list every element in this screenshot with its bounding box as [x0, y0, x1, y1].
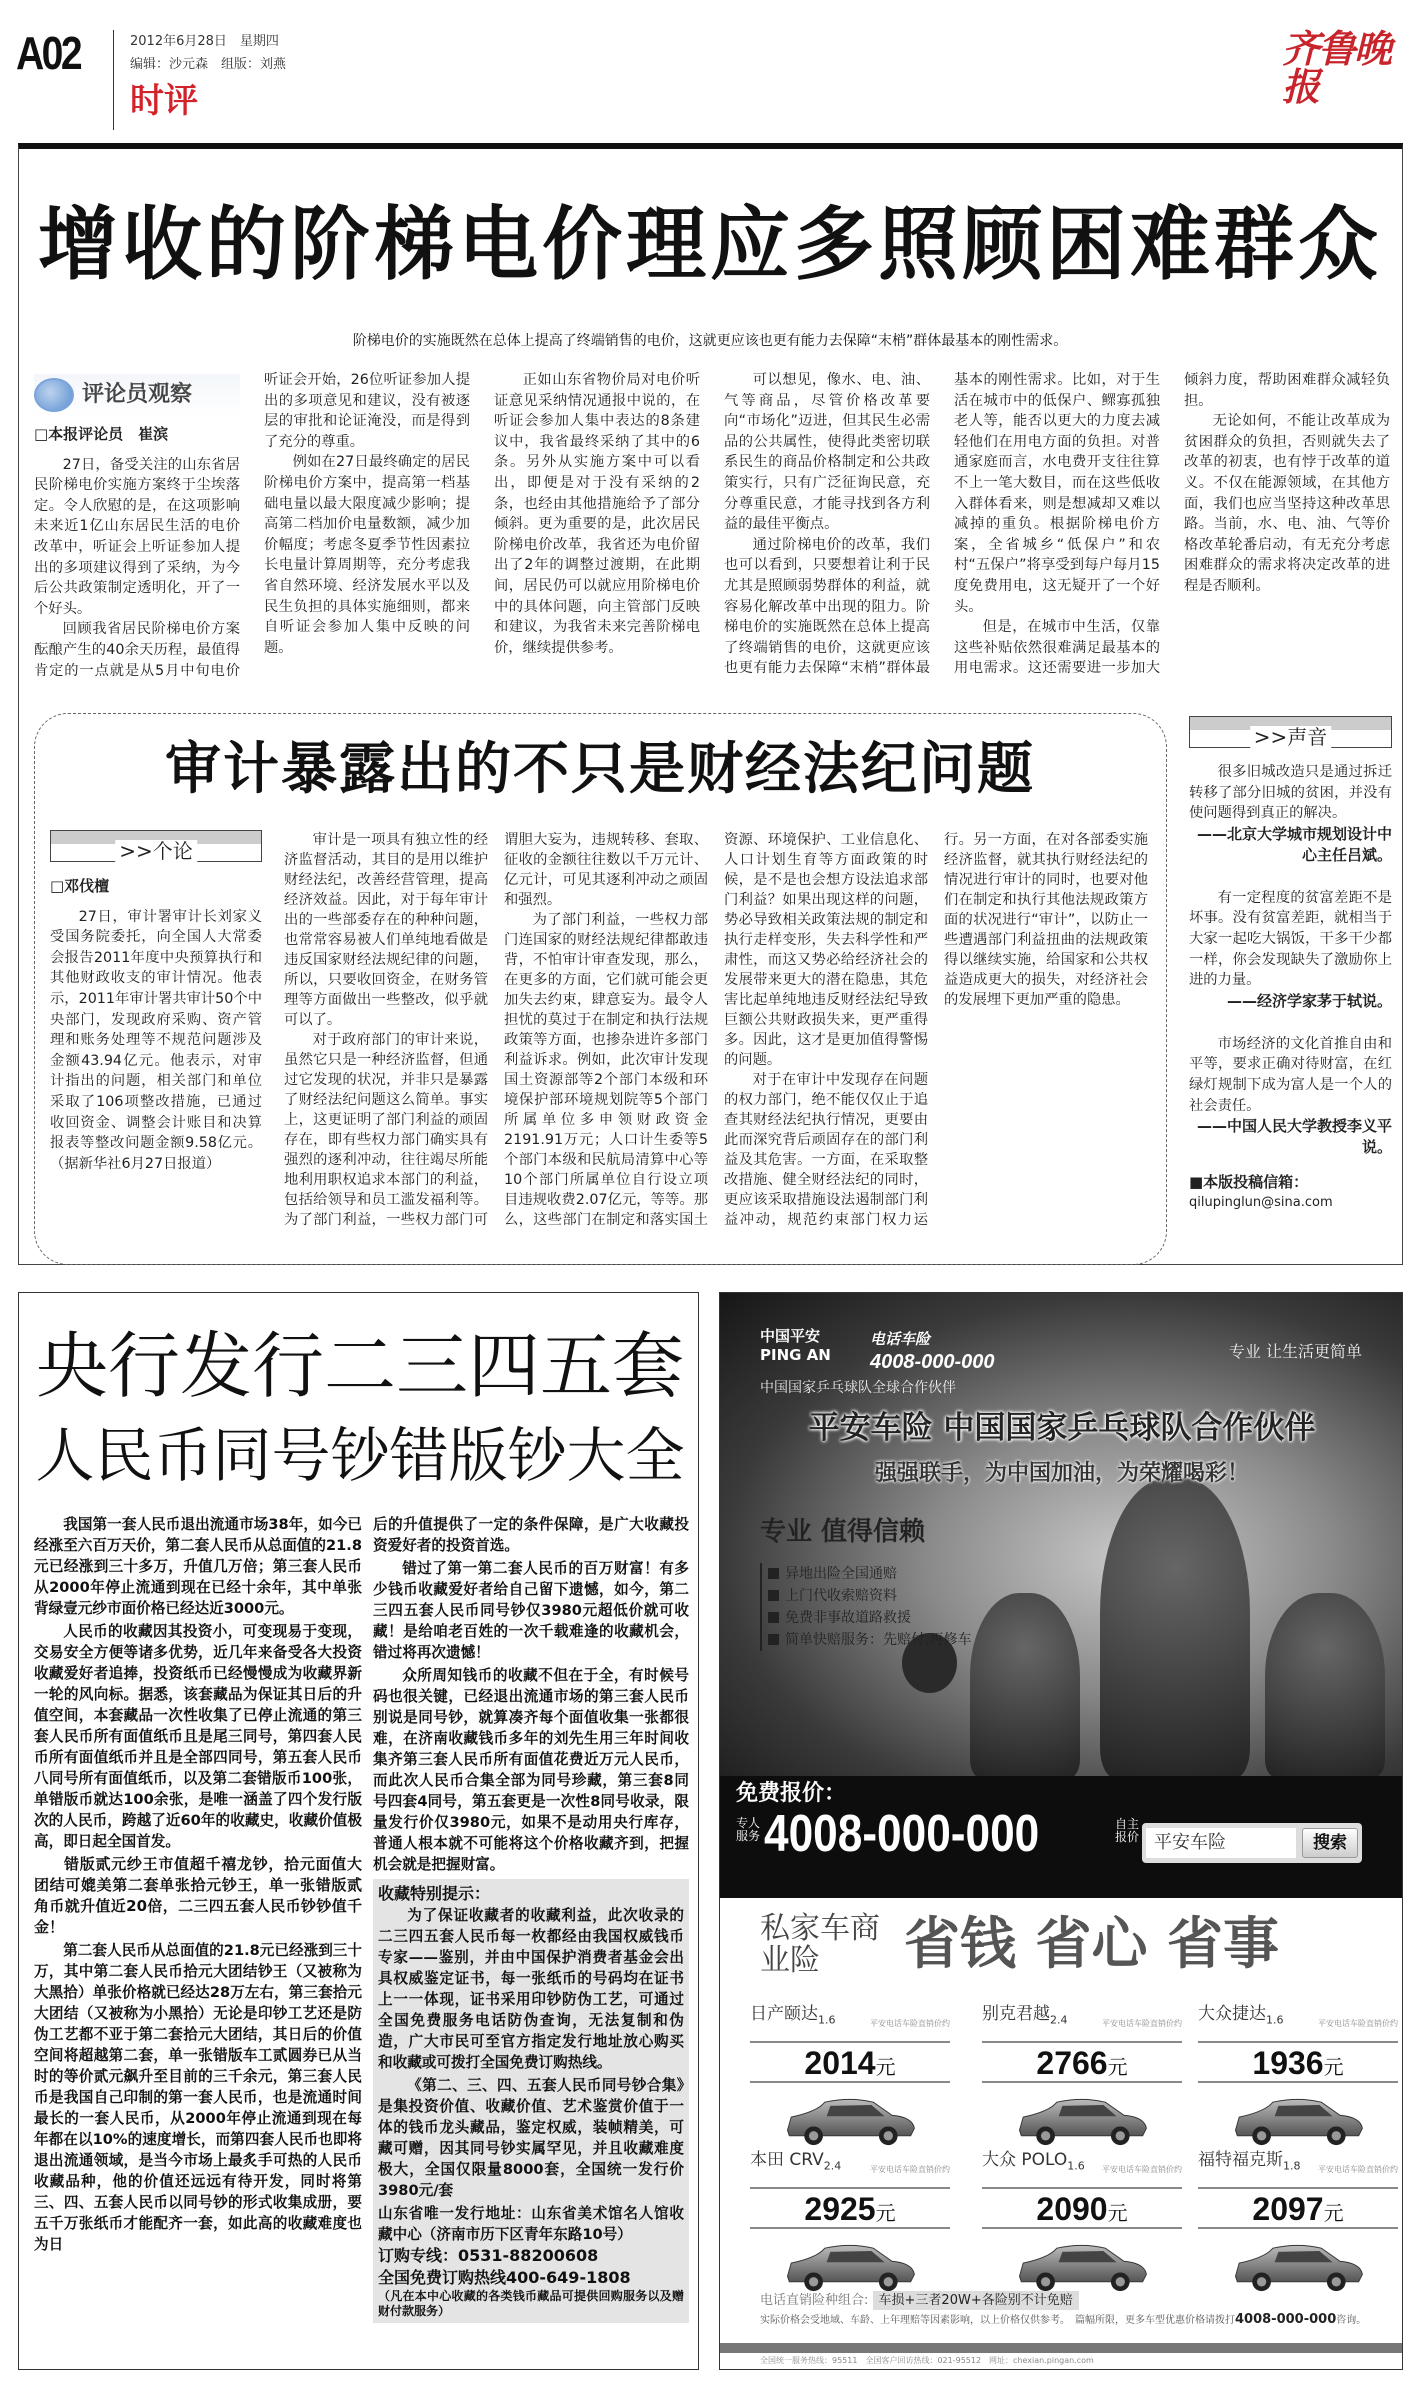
- ad-headline: 平安车险 中国国家乒乓球队合作伙伴: [808, 1410, 1316, 1446]
- paragraph: 《第二、三、四、五套人民币同号钞合集》是集投资价值、收藏价值、艺术鉴赏价值于一体的钱币龙头藏品，鉴定权威，装帧精美，可藏可赠，因其同号钞实属罕见，并且收藏难度极大，全国仅限量8000套，全国统一发行价3980元/套: [378, 2077, 684, 2199]
- headline-line: 央行发行二三四五套: [35, 1324, 684, 1408]
- opinion-tag: [50, 830, 262, 862]
- paragraph: 但是，在城市中生活，仅靠这些补贴依然很难满足最基本的用电需求。这还需要进一步加大倾斜力度，帮助困难群众减轻负担。: [954, 372, 1390, 677]
- article2-body: [284, 830, 1148, 1242]
- note: （凡在本中心收藏的各类钱币藏品可提供回购服务以及赠财付款服务）: [378, 2289, 684, 2318]
- ad-footer: 全国统一服务热线：95511 全国客户回访热线：021-95512 网址：chexian.pingan.com: [760, 2356, 1094, 2365]
- quote-text: 很多旧城改造只是通过拆迁转移了部分旧城的贫困，并没有使问题得到真正的解决。: [1189, 764, 1392, 822]
- column-logo-text: 评论员观察: [82, 382, 193, 407]
- header-divider: [113, 30, 114, 130]
- paragraph: 可以想见，像水、电、油、气等商品，尽管价格改革要向“市场化”迈进，但其民生必需品的公共属性，使得此类密切联系民生的商品价格制定和公共政策实行，只有广泛征询民意，充分尊重民意，才能寻找到各方利益的最佳平衡点。: [724, 372, 930, 533]
- paragraph: 正如山东省物价局对电价听证意见采纳情况通报中说的，在听证会参加人集中表达的8条建议中，我省最终采纳了其中的6条。另外从实施方案中可以看出，即便是对于没有采纳的2条，也经由其他措施给予了部分倾斜。更为重要的是，此次居民阶梯电价改革，我省还为电价留出了2年的调整过渡期，在此期间，居民仍可以就应用阶梯电价中的具体问题，向主管部门反映和建议，为我省未来完善阶梯电价，继续提供参考。: [494, 372, 700, 656]
- email-link[interactable]: qilupinglun@sina.com: [1189, 1194, 1333, 1210]
- insurance-combo: 电话直销险种组合: 车损+三者20W+各险别不计免赔: [760, 2289, 1079, 2308]
- partner-caption: 中国国家乒乓球队全球合作伙伴: [760, 1380, 956, 1396]
- free-quote-label: 免费报价：: [736, 1781, 847, 1806]
- voices-tag-label: >>声音: [1250, 726, 1332, 748]
- car-price-card: [750, 2145, 950, 2293]
- car-name: 日产颐达$_{1.6}$ 平安电话车险直销价约: [750, 1999, 950, 2043]
- private-car-slogan: [760, 1913, 1279, 1977]
- bullet-icon: [768, 1590, 779, 1601]
- lead-paragraph: 27日，审计署审计长刘家义受国务院委托，向全国人大常委会报告2011年度中央预算执行和其他财政收支的审计情况。他表示，2011年审计署共审计50个中央部门，发现政府采购、资产管理和账务处理等不规范问题涉及金额43.94亿元。他表示，对审计指出的问题，相关部门和单位采取了106项整改措施，已通过收回资金、调整会计账目和决算报表等整改问题金额9.58亿元。（据新华社6月27日报道）: [50, 908, 262, 1172]
- newspaper-logo: 齐鲁晚报: [1282, 26, 1391, 109]
- highlight-paragraph: 错版贰元纱王市值超千禧龙钞，拾元面值大团结可媲美第二套单张拾元钞王，单一张错版贰角币就升值近20倍，二三四五套人民币钞钞值千金！: [34, 1855, 362, 1936]
- paragraph: 为了保证收藏者的收藏利益，此次收录的二三四五套人民币每一枚都经由我国权威钱币专家——鉴别，并由中国保护消费者基金会出具权威鉴定证书，每一张纸币的号码均在证书上一一体现，证书采用印钞防伪工艺，可通过全国免费服务电话防伪查询，无法复制和伪造，广大市民可至官方指定发行地址放心购买和收藏或可拨打全国免费订购热线。: [378, 1907, 684, 2071]
- footer-band: [720, 2343, 1403, 2353]
- benefit-item: 免费非事故道路救援: [760, 1607, 971, 1629]
- player-silhouette: [970, 1593, 1080, 1778]
- ad-subhead: 强强联手，为中国加油，为荣耀喝彩！: [874, 1461, 1249, 1486]
- voices-sidebar: [1189, 716, 1392, 1261]
- bullet-icon: [768, 1568, 779, 1579]
- car-price-card: [982, 1999, 1182, 2147]
- bullet-icon: [768, 1612, 779, 1623]
- bullet-icon: [768, 1634, 779, 1645]
- car-price: 2097元: [1198, 2189, 1398, 2229]
- slogan-small: 私家车商业险: [760, 1911, 880, 1978]
- trust-heading: 专业 值得信赖: [760, 1517, 926, 1547]
- collection-tips-box: [373, 1879, 689, 2323]
- paragraph: 后的升值提供了一定的条件保障，是广大收藏投资爱好者的投资首选。: [373, 1516, 689, 1554]
- car-name: 大众 $POLO_{1.6}$ 平安电话车险直销价约: [982, 2145, 1182, 2189]
- benefit-item: 简单快赔服务：先赔付,再修车: [760, 1629, 971, 1651]
- car-price: 2090元: [982, 2189, 1182, 2229]
- article2-byline: □邓伐檀: [50, 877, 110, 895]
- headline-line: 人民币同号钞错版钞大全: [35, 1421, 685, 1490]
- paragraph: 为了部门利益，一些权力部门连国家的财经法规纪律都敢违背，不怕审计审查发现，那么，在更多的方面，它们就可能会更加失去约束，肆意妄为。最令人担忧的莫过于在制定和执行法规政策等方面，也掺杂进许多部门利益诉求。例如，此次审计发现国土资源部等2个部门本级和环境保护部环境规划院等5个部门所属单位多申领财政资金2191.91万元；人口计生委等5个部门本级和民航局清算中心等10个部门所属单位自行设立项目违规收费2.07亿元，等等。那么，这些部门在制定和落实国土资源、环境保护、工业信息化、人口计划生育等方面政策的时候，是不是也会想方设法追求部门利益？如果出现这样的问题，势必导致相关政策法规的制定和执行走样变形，失去科学性和严肃性，而这又势必给经济社会的发展带来更大的潜在隐患，其危害比起单纯地违反财经法纪导致巨额公共财政损失来，更严重得多。因此，这才是更加值得警惕的问题。: [504, 832, 928, 1228]
- paragraph: 27日，备受关注的山东省居民阶梯电价实施方案终于尘埃落定。令人欣慰的是，在这项影响未来近1亿山东居民生活的电价改革中，听证会上听证参加人提出的多项建议得到了采纳，为今后公共政策制定透明化，开了一个好头。: [34, 456, 240, 617]
- highlight-paragraph: 错过了第一第二套人民币的百万财富！有多少钱币收藏爱好者给自己留下遗憾，如今，第二三四五套人民币同号钞仅3980元超低价就可收藏！是给咱老百姓的一次千载难逢的收藏机会，错过将再次遗憾！: [373, 1560, 689, 1661]
- car-icon: [1228, 2237, 1368, 2293]
- article1-subtitle: 阶梯电价的实施既然在总体上提高了终端销售的电价，这就更应该也更有能力去保障“末梢”群体最基本的刚性需求。: [352, 333, 1068, 349]
- coin-ad-column-2: [373, 1514, 689, 2323]
- coin-ad-column-1: [34, 1514, 362, 2364]
- car-price-card: [982, 2145, 1182, 2293]
- pingan-logo: 中国平安 PING AN: [760, 1327, 831, 1364]
- address: 山东省唯一发行地址：山东省美术馆名人馆收藏中心（济南市历下区青年东路10号）: [378, 2205, 684, 2243]
- car-price: 2925元: [750, 2189, 950, 2229]
- price-tag: 平安电话车险直销价约: [1318, 2019, 1398, 2028]
- benefit-item: 上门代收索赔资料: [760, 1585, 971, 1607]
- car-price: 2014元: [750, 2043, 950, 2083]
- benefit-item: 异地出险全国通赔: [760, 1563, 971, 1585]
- price-tag: 平安电话车险直销价约: [870, 2165, 950, 2174]
- price-tag: 平安电话车险直销价约: [870, 2019, 950, 2028]
- quote-text: 有一定程度的贫富差距不是坏事。没有贫富差距，就相当于大家一起吃大锅饭，干多干少都一样，你会发现缺失了激励你上进的力量。: [1189, 889, 1392, 989]
- email-label: ■本版投稿信箱：: [1189, 1173, 1309, 1192]
- quote-source: ——经济学家茅于轼说。: [1226, 991, 1392, 1010]
- article1-byline: □本报评论员 崔滨: [34, 425, 169, 443]
- editor-credit: 编辑：沙元森 组版：刘燕: [130, 57, 287, 72]
- service-label: 专人服务: [736, 1816, 761, 1843]
- car-price-card: [1198, 1999, 1398, 2147]
- car-price-card: [1198, 2145, 1398, 2293]
- paragraph: 例如在27日最终确定的居民阶梯电价方案中，提高第一档基础电量以最大限度减少影响；提高第二档加价电量数额，减少加价幅度；考虑冬夏季节性因素拉长电量计算周期等，充分考虑我省自然环境、经济发展水平以及民生负担的具体实施细则，都来自听证会参加人集中反映的问题。: [264, 454, 470, 656]
- pingan-ad: [719, 1292, 1403, 2370]
- globe-icon: [34, 378, 74, 412]
- paragraph: 通过阶梯电价的改革，我们也可以看到，只要想着让利于民尤其是照顾弱势群体的利益，就容易化解改革中出现的阻力。阶梯电价的实施既然在总体上提高了终端销售的电价，这就更应该也更有能力去保障“末梢”群体最基本的刚性需求。比如，对于生活在城市中的低保户、鳏寡孤独老人等，能否以更大的力度去减轻他们在用电方面的负担。对普通家庭而言，水电费开支往往算不上一笔大数目，而在这些低收入群体看来，则是想减却又难以减掉的重负。根据阶梯电价方案，全省城乡“低保户”和农村“五保户”将享受到每户每月15度免费用电，这无疑开了一个好头。: [724, 372, 1160, 677]
- quote-source: ——中国人民大学教授李义平说。: [1196, 1117, 1392, 1157]
- section-title: 时评: [130, 81, 198, 121]
- coin-ad-headline: [30, 1320, 690, 1500]
- car-icon: [1228, 2091, 1368, 2147]
- car-icon: [1012, 2237, 1152, 2293]
- article1-body: [34, 370, 1390, 692]
- article2-lead-column: [50, 830, 262, 1240]
- hotline[interactable]: 全国免费订购热线400-649-1808: [378, 2268, 631, 2287]
- price-note: 实际价格会受地域、车龄、上年理赔等因素影响，以上价格仅供参考。 篇幅所限，更多车型优惠价格请拨打4008-000-000咨询。: [760, 2312, 1367, 2327]
- car-name: 大众捷达$_{1.6}$ 平安电话车险直销价约: [1198, 1999, 1398, 2043]
- car-name: 福特福克斯$_{1.8}$ 平安电话车险直销价约: [1198, 2145, 1398, 2189]
- slogan: 专业 让生活更简单: [1228, 1342, 1362, 1361]
- quote-source: ——北京大学城市规划设计中心主任吕斌。: [1196, 824, 1392, 864]
- quote: [1189, 888, 1392, 1012]
- quote: [1189, 1034, 1392, 1158]
- search-input[interactable]: 平安车险: [1146, 1828, 1296, 1858]
- car-icon: [780, 2237, 920, 2293]
- price-tag: 平安电话车险直销价约: [1102, 2019, 1182, 2028]
- car-name: 别克君越$_{2.4}$ 平安电话车险直销价约: [982, 1999, 1182, 2043]
- header-info: [130, 30, 286, 76]
- price-tag: 平安电话车险直销价约: [1318, 2165, 1398, 2174]
- order-phone[interactable]: 订购专线：0531-88200608: [378, 2246, 599, 2265]
- player-silhouette: [1265, 1593, 1385, 1778]
- paragraph: 回顾我省居民阶梯电价方案酝酿产生的40余天历程，最值得肯定的一点就是从5月中旬电价听证会开始，26位听证参加人提出的多项意见和建议，没有被逐层的审批和论证淹没，而是得到了充分的尊重。: [34, 372, 470, 679]
- paragraph: 人民币的收藏因其投资小，可变现易于变现，交易安全方便等诸多优势，近几年来备受各大投资收藏爱好者追捧，投资纸币已经慢慢成为收藏界新一轮的风向标。据悉，该套藏品为保证其日后的升值空间，本套藏品一次性收集了已停止流通的第三套人民币所有面值纸币且是尾三同号，第四套人民币所有面值纸币并且是全部四同号，第五套人民币八同号所有面值纸币，以及第二套错版币100张，单错版币就达100余张，是唯一涵盖了四个发行版次的人民币，跨越了近60年的收藏史，收藏价值极高，即日起全国首发。: [34, 1623, 362, 1850]
- hotline-number[interactable]: 4008-000-000: [764, 1805, 1040, 1863]
- paragraph: 对于政府部门的审计来说，虽然它只是一种经济监督，但通过它发现的状况，并非只是暴露了财经法纪问题这么简单。事实上，这更证明了部门利益的顽固存在，即有些权力部门确实具有强烈的逐利冲动，往往竭尽所能地利用职权追求本部门的利益，包括给领导和员工滥发福利等。为了部门利益，一些权力部门可谓胆大妄为，违规转移、套取、征收的金额往往数以千万元计、亿元计，可见其逐利冲动之顽固和强烈。: [284, 832, 708, 1228]
- issue-date: 2012年6月28日 星期四: [130, 34, 279, 49]
- self-quote-label: 自主报价: [1115, 1817, 1140, 1844]
- benefit-list: [760, 1563, 971, 1651]
- player-silhouette: [1100, 1478, 1250, 1778]
- search-bar: [1142, 1823, 1362, 1863]
- car-price: 1936元: [1198, 2043, 1398, 2083]
- car-name: 本田 $CRV_{2.4}$ 平安电话车险直销价约: [750, 2145, 950, 2189]
- article2-headline: 审计暴露出的不只是财经法纪问题: [165, 737, 1035, 802]
- page-number: A02: [16, 27, 81, 79]
- article1-headline: 增收的阶梯电价理应多照顾困难群众: [38, 198, 1382, 291]
- car-icon: [1012, 2091, 1152, 2147]
- car-price-card: [750, 1999, 950, 2147]
- paragraph: 第二套人民币从总面值的21.8元已经涨到三十万，其中第二套人民币拾元大团结钞王（又被称为大黑拾）单张价格就已经达28万左右，第三套拾元大团结（又被称为小黑拾）无论是印钞工艺还是防伪工艺都不亚于第二套拾元大团结，其日后的价值空间将超越第二套，单一张错版车工贰圆券已从当时的等价贰元飙升至目前的三千余元，第三套人民币是我国自己印制的第一套人民币，也是流通时间最长的一套人民币，从2000年停止流通到现在每年都在以10%的速度增长，而第四套人民币也即将退出流通领域，是当今市场上最炙手可热的人民币收藏品种，他的价值还远远有待开发，同时将第三、四、五套人民币以同号钞的形式收集成册，要五千万张纸币才能配齐一套，如此高的收藏难度也为日: [34, 1942, 362, 2253]
- opinion-tag-label: >>个论: [115, 840, 197, 862]
- price-tag: 平安电话车险直销价约: [1102, 2165, 1182, 2174]
- voices-tag: [1189, 716, 1392, 748]
- search-button[interactable]: 搜索: [1302, 1828, 1358, 1858]
- paragraph: 无论如何，不能让改革成为贫困群众的负担，否则就失去了改革的初衷，也有悖于改革的道义。不仅在能源领域，在其他方面，我们也应当坚持这种改革思路。当前，水、电、油、气等价格改革轮番启动，有无充分考虑困难群众的需求将决定改革的进程是否顺利。: [1184, 413, 1390, 594]
- car-icon: [780, 2091, 920, 2147]
- quote: [1189, 762, 1392, 866]
- paragraph: 审计是一项具有独立性的经济监督活动，其目的是用以维护财经法纪，改善经营管理，提高经济效益。因此，对于每年审计出的一些部委存在的种种问题，也常常容易被人们单纯地看做是违反国家财经法规纪律的问题，所以，只要收回资金，在财务管理等方面做出一些整改，似乎就可以了。: [284, 832, 488, 1028]
- slogan-big: 省钱 省心 省事: [904, 1912, 1279, 1977]
- paragraph: 我国第一套人民币退出流通市场38年，如今已经涨至六百万天价，第二套人民币从总面值的21.8元已经涨到三十多万，升值几万倍；第三套人民币从2000年停止流通到现在已经十余年，其中单张背绿壹元纱市面价格已经达近3000元。: [34, 1516, 362, 1617]
- phone-insurance-logo: 电话车险 4008-000-000: [870, 1331, 995, 1373]
- quote-text: 市场经济的文化首推自由和平等，要求正确对待财富，在红绿灯规制下成为富人是一个人的社会责任。: [1189, 1035, 1392, 1114]
- car-price: 2766元: [982, 2043, 1182, 2083]
- tips-title: 收藏特别提示：: [378, 1884, 491, 1903]
- paragraph: 众所周知钱币的收藏不但在于全，有时候号码也很关键，已经退出流通市场的第三套人民币别说是同号钞，就算凑齐每个面值收集一张都很难，在济南收藏钱币多年的刘先生用三年时间收集齐第三套人民币所有面值花费近万元人民币，而此次人民币合集全部为同号珍藏，第三套8同号四套4同号，第五套更是一次性8同号收录，限量发行价仅3980元，如果不是动用央行库存，普通人根本就不可能将这个价格收藏齐到，把握机会就是把握财富。: [373, 1667, 689, 1873]
- paragraph: 对于在审计中发现存在问题的权力部门，绝不能仅仅止于追查其财经法纪执行情况，更要由此而深究背后顽固存在的部门利益及其危害。一方面，在采取整改措施、健全财经法纪的同时，更应该采取措施设法遏制部门利益冲动，规范约束部门权力运行。另一方面，在对各部委实施经济监督，就其执行财经法纪的情况进行审计的同时，也要对他们在制定和执行其他法规政策方面的状况进行“审计”，以防止一些遭遇部门利益扭曲的法规政策得以继续实施，给国家和公共权益造成更大的损失，对经济社会的发展埋下更加严重的隐患。: [724, 832, 1148, 1228]
- column-logo: [34, 374, 240, 416]
